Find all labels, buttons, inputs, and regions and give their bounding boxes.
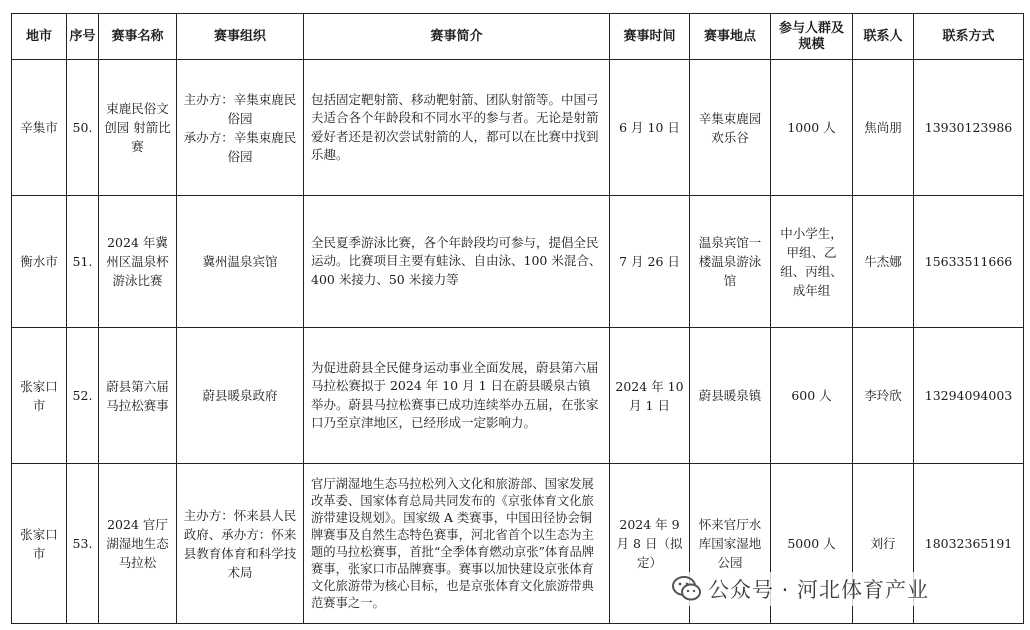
header-contact: 联系人: [853, 14, 914, 60]
cell-place: 温泉宾馆一楼温泉游泳馆: [690, 196, 771, 328]
cell-city: 张家口市: [12, 328, 67, 464]
watermark-text: 公众号 · 河北体育产业: [708, 578, 930, 602]
header-intro: 赛事简介: [304, 14, 610, 60]
wechat-watermark: [668, 572, 935, 606]
table-row: [12, 328, 1024, 464]
cell-contact: 李玲欣: [853, 328, 914, 464]
cell-org: 冀州温泉宾馆: [177, 196, 304, 328]
cell-contact: 牛杰娜: [853, 196, 914, 328]
cell-city: 辛集市: [12, 60, 67, 196]
header-scale: 参与人群及规模: [771, 14, 853, 60]
cell-name: 蔚县第六届马拉松赛事: [99, 328, 177, 464]
cell-contact: 刘行: [853, 464, 914, 624]
cell-time: 6 月 10 日: [610, 60, 690, 196]
cell-phone: 13294094003: [914, 328, 1024, 464]
cell-place: 辛集束鹿园欢乐谷: [690, 60, 771, 196]
wechat-icon: [672, 576, 702, 602]
cell-phone: 15633511666: [914, 196, 1024, 328]
cell-time: 2024 年 9 月 8 日（拟定）: [610, 464, 690, 624]
cell-intro: 包括固定靶射箭、移动靶射箭、团队射箭等。中国弓夫适合各个年龄段和不同水平的参与者。无论是射箭爱好者还是初次尝试射箭的人，都可以在比赛中找到乐趣。: [304, 60, 610, 196]
cell-name: 2024 年冀州区温泉杯游泳比赛: [99, 196, 177, 328]
header-name: 赛事名称: [99, 14, 177, 60]
cell-time: 2024 年 10 月 1 日: [610, 328, 690, 464]
cell-phone: 18032365191: [914, 464, 1024, 624]
table-row: [12, 60, 1024, 196]
cell-intro: 官厅湖湿地生态马拉松列入文化和旅游部、国家发展改革委、国家体育总局共同发布的《京张体育文化旅游带建设规划》。国家级 A 类赛事，中国田径协会铜牌赛事及自然生态特色赛事，河北省首个以生态为主题的马拉松赛事，首批“全季体育燃动京张”体育品牌赛事，张家口市品牌赛事。赛事以加快建设京张体育文化旅游带为核心目标，也是京张体育文化旅游带典范赛事之一。: [304, 464, 610, 624]
cell-name: 2024 官厅湖湿地生态马拉松: [99, 464, 177, 624]
cell-place: 怀来官厅水库国家湿地公园: [690, 464, 771, 624]
cell-intro: 全民夏季游泳比赛，各个年龄段均可参与，提倡全民运动。比赛项目主要有蛙泳、自由泳、100 米混合、400 米接力、50 米接力等: [304, 196, 610, 328]
header-row: [12, 14, 1024, 60]
cell-scale: 5000 人: [771, 464, 853, 624]
cell-org: 蔚县暖泉政府: [177, 328, 304, 464]
header-time: 赛事时间: [610, 14, 690, 60]
cell-place: 蔚县暖泉镇: [690, 328, 771, 464]
cell-no: 52.: [67, 328, 99, 464]
cell-city: 张家口市: [12, 464, 67, 624]
cell-scale: 600 人: [771, 328, 853, 464]
header-org: 赛事组织: [177, 14, 304, 60]
cell-intro: 为促进蔚县全民健身运动事业全面发展，蔚县第六届马拉松赛拟于 2024 年 10 月 1 日在蔚县暖泉古镇举办。蔚县马拉松赛事已成功连续举办五届，在张家口乃至京津地区，已经形成一定影响力。: [304, 328, 610, 464]
cell-contact: 焦尚朋: [853, 60, 914, 196]
cell-name: 束鹿民俗文创园 射箭比赛: [99, 60, 177, 196]
cell-org: 主办方：辛集束鹿民俗园 承办方：辛集束鹿民俗园: [177, 60, 304, 196]
cell-city: 衡水市: [12, 196, 67, 328]
header-no: 序号: [67, 14, 99, 60]
events-table: [11, 13, 1024, 624]
cell-scale: 1000 人: [771, 60, 853, 196]
cell-phone: 13930123986: [914, 60, 1024, 196]
header-place: 赛事地点: [690, 14, 771, 60]
table-row: [12, 196, 1024, 328]
cell-no: 50.: [67, 60, 99, 196]
cell-no: 51.: [67, 196, 99, 328]
cell-scale: 中小学生，甲组、乙组、丙组、成年组: [771, 196, 853, 328]
header-phone: 联系方式: [914, 14, 1024, 60]
cell-time: 7 月 26 日: [610, 196, 690, 328]
cell-org: 主办方：怀来县人民政府、承办方：怀来县教育体育和科学技术局: [177, 464, 304, 624]
header-city: 地市: [12, 14, 67, 60]
cell-no: 53.: [67, 464, 99, 624]
